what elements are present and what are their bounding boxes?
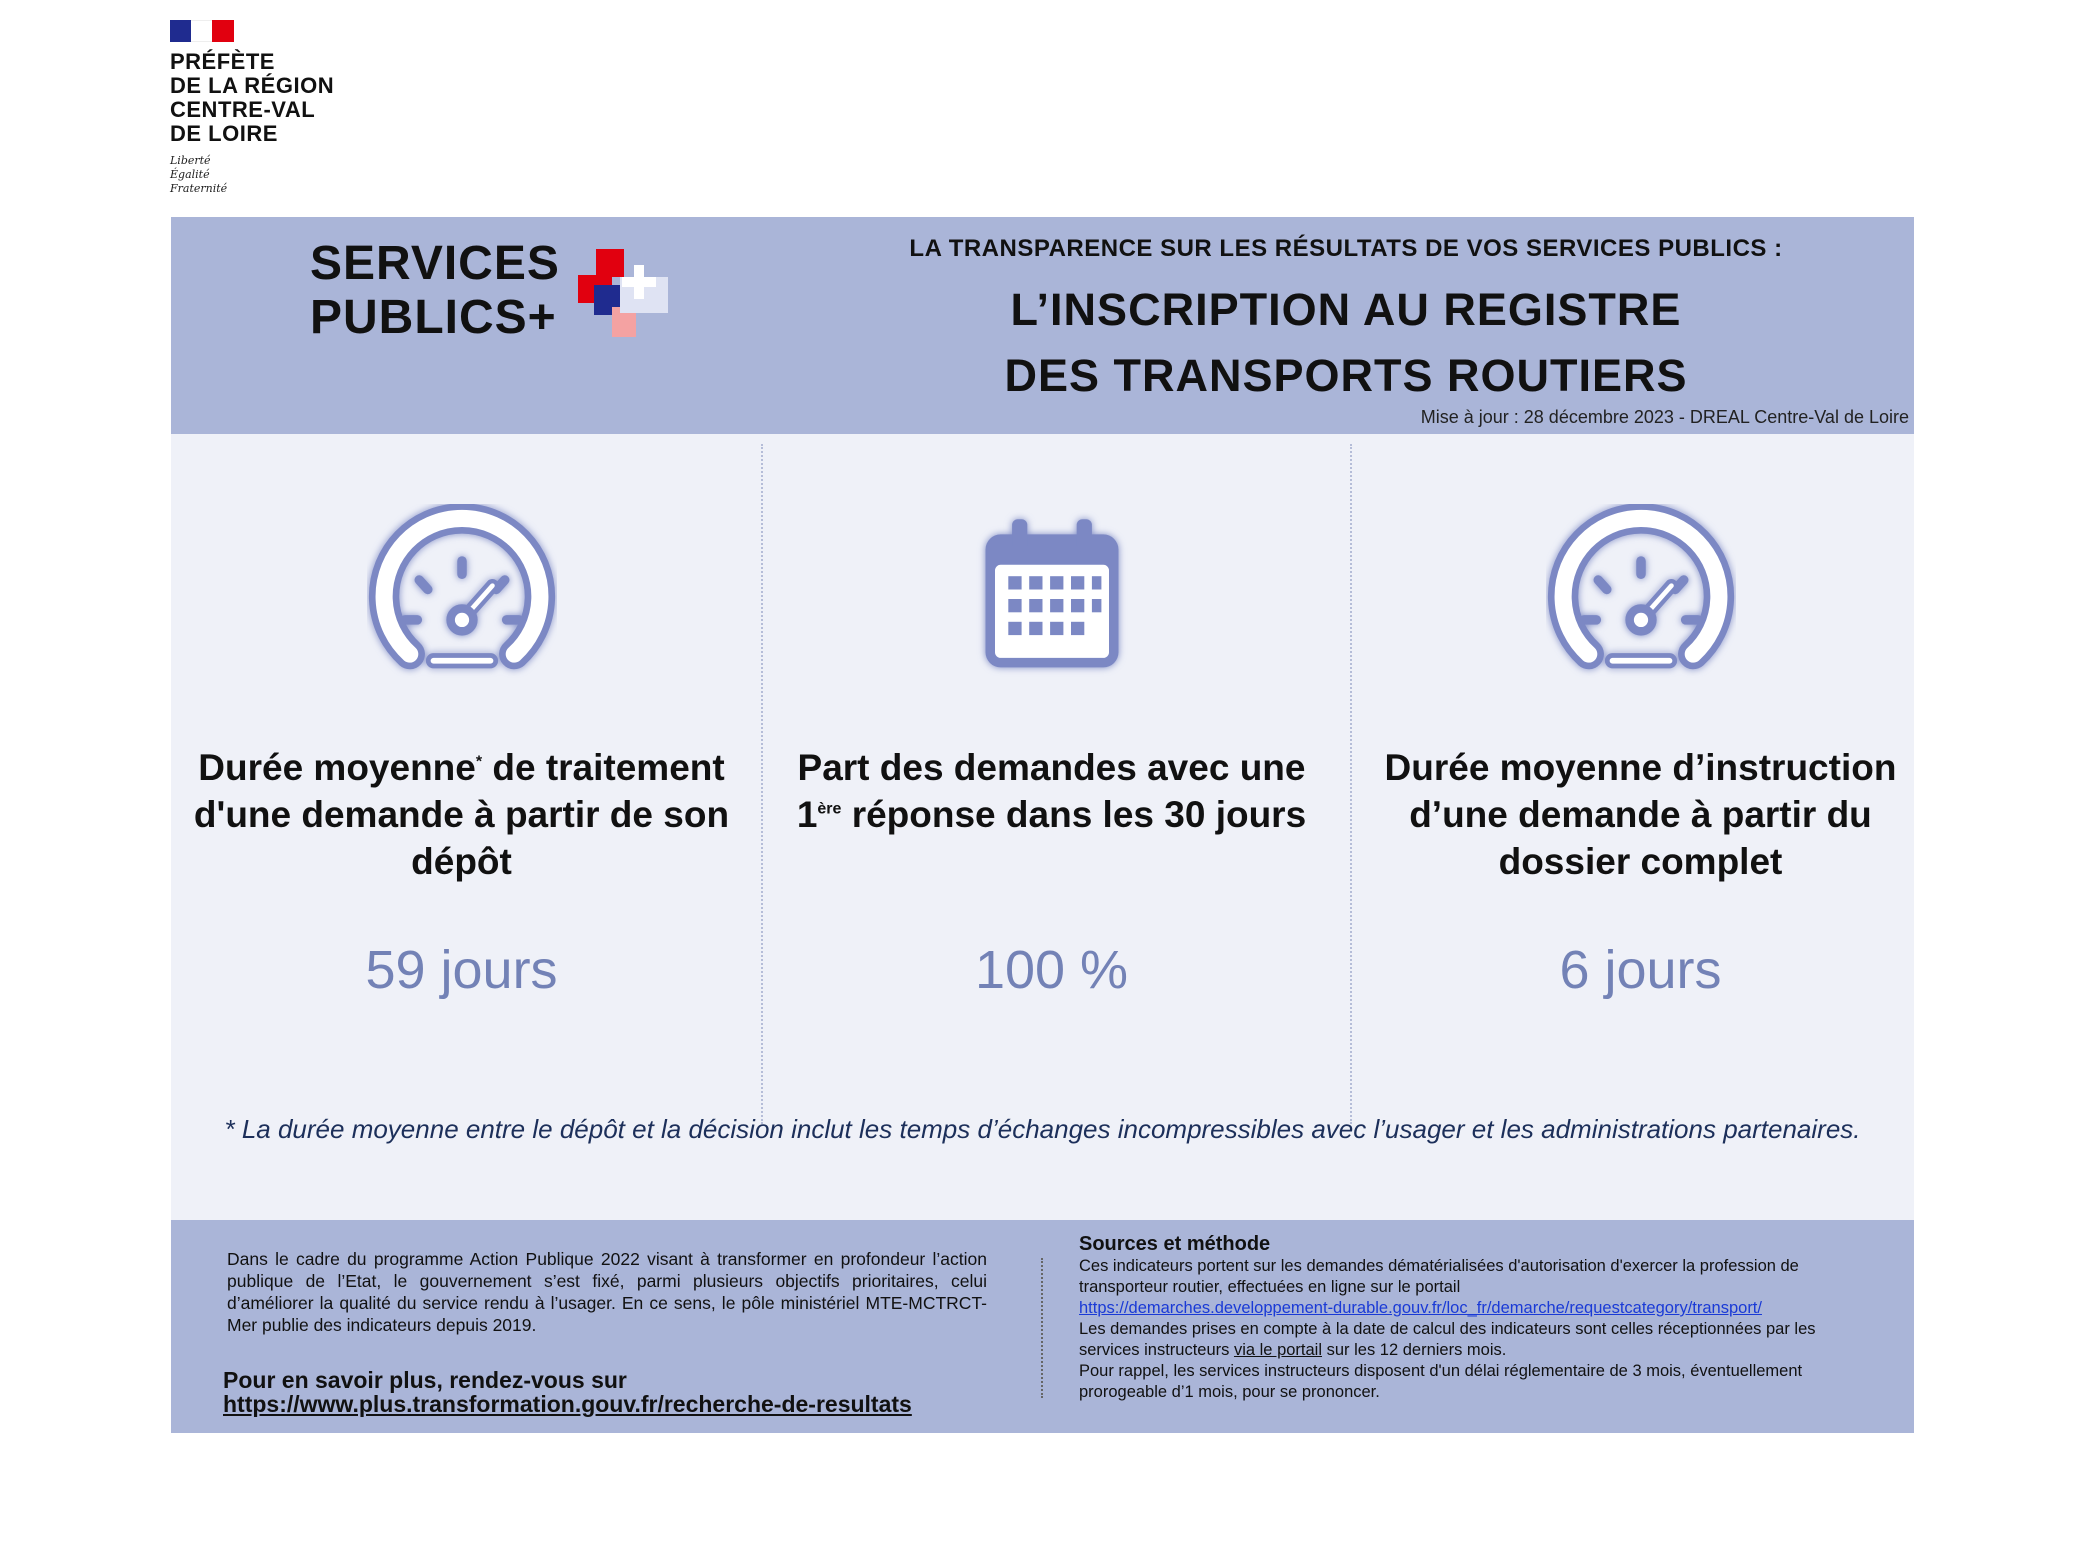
indicator-value: 6 jours — [1559, 940, 1722, 1000]
label-text: Durée moyenne — [198, 747, 476, 788]
label-sup: ère — [817, 800, 842, 818]
label-sup: * — [475, 753, 483, 771]
indicator-value: 59 jours — [365, 940, 558, 1000]
sources-title: Sources et méthode — [1079, 1233, 1271, 1255]
motto-line: Liberté — [170, 154, 211, 167]
services-publics-brand — [310, 237, 560, 345]
indicator-label — [191, 744, 732, 885]
logo-motto — [170, 154, 334, 196]
more-info-link[interactable]: https://www.plus.transformation.gouv.fr/recherche-de-resultats — [223, 1391, 912, 1417]
marianne-flag-icon — [170, 20, 234, 42]
indicator-card — [761, 434, 1342, 1134]
prefecture-logo — [170, 20, 334, 196]
programme-text: Dans le cadre du programme Action Publique 2022 visant à transformer en profondeur l’action publique de l’Etat, le gouvernement s’est fixé, parmi plusieurs objectifs prioritaires, celui d’améliorer la qualité du service rendu à l’usager. En ce sens, le pôle ministériel MTE-MCTRCT-Mer publie des indicateurs depuis 2019. — [227, 1249, 987, 1335]
label-text: réponse dans les 30 jours — [841, 794, 1307, 835]
via-portal-link[interactable]: via le portail — [1233, 1341, 1323, 1359]
indicator-label: Durée moyenne d’instruction d’une demande à partir du dossier complet — [1384, 747, 1897, 882]
logo-line: DE LOIRE — [170, 121, 278, 146]
speedometer-icon — [1546, 504, 1736, 694]
logo-line: CENTRE-VAL — [170, 97, 316, 122]
indicators-panel — [171, 434, 1914, 1220]
title-line: L’INSCRIPTION AU REGISTRE — [1010, 284, 1682, 335]
motto-line: Fraternité — [170, 182, 228, 195]
logo-line: PRÉFÈTE — [170, 49, 275, 74]
title-line: DES TRANSPORTS ROUTIERS — [1004, 350, 1688, 401]
footer-band — [171, 1220, 1914, 1433]
sources-text-part: sur les 12 derniers mois. — [1322, 1341, 1507, 1359]
brand-line: SERVICES — [310, 237, 560, 290]
indicator-card — [171, 434, 752, 1134]
services-publics-cross-icon — [576, 247, 672, 343]
motto-line: Égalité — [170, 168, 210, 181]
label-text: Part des demandes avec une 1 — [796, 747, 1306, 835]
indicator-card — [1350, 434, 1931, 1134]
sources-text: Pour rappel, les services instructeurs disposent d'un délai réglementaire de 3 mois, éventuellement prorogeable d’1 mois, pour se prononcer. — [1079, 1362, 1803, 1401]
transparency-heading: LA TRANSPARENCE SUR LES RÉSULTATS DE VOS SERVICES PUBLICS : — [909, 235, 1783, 262]
footnote: * La durée moyenne entre le dépôt et la décision inclut les temps d’échanges incompressibles avec l’usager et les administrations partenaires. — [224, 1114, 1861, 1144]
logo-name — [170, 50, 334, 146]
header-band — [171, 217, 1914, 434]
brand-line: PUBLICS+ — [310, 291, 557, 344]
indicator-value: 100 % — [974, 940, 1129, 1000]
sources-method — [1079, 1232, 1879, 1403]
more-info-label: Pour en savoir plus, rendez-vous sur — [223, 1367, 627, 1393]
footer-divider — [1041, 1258, 1043, 1398]
sources-text-part: Les demandes prises en compte à la date de calcul des indicateurs sont celles réceptionnées par les services instructeurs — [1079, 1320, 1816, 1359]
logo-line: DE LA RÉGION — [170, 73, 335, 98]
calendar-icon — [957, 504, 1147, 694]
more-info — [223, 1368, 912, 1416]
update-date: Mise à jour : 28 décembre 2023 - DREAL Centre-Val de Loire — [1420, 407, 1909, 427]
indicator-label — [781, 744, 1322, 838]
label-text: de traitement d'une demande à partir de son dépôt — [193, 747, 730, 882]
sources-text — [1079, 1319, 1879, 1361]
portal-link[interactable]: https://demarches.developpement-durable.gouv.fr/loc_fr/demarche/requestcategory/transport/ — [1079, 1299, 1762, 1317]
speedometer-icon — [367, 504, 557, 694]
page-title — [831, 277, 1861, 409]
sources-text: Ces indicateurs portent sur les demandes dématérialisées d'autorisation d'exercer la profession de transporteur routier, effectuées en ligne sur le portail — [1079, 1257, 1799, 1296]
